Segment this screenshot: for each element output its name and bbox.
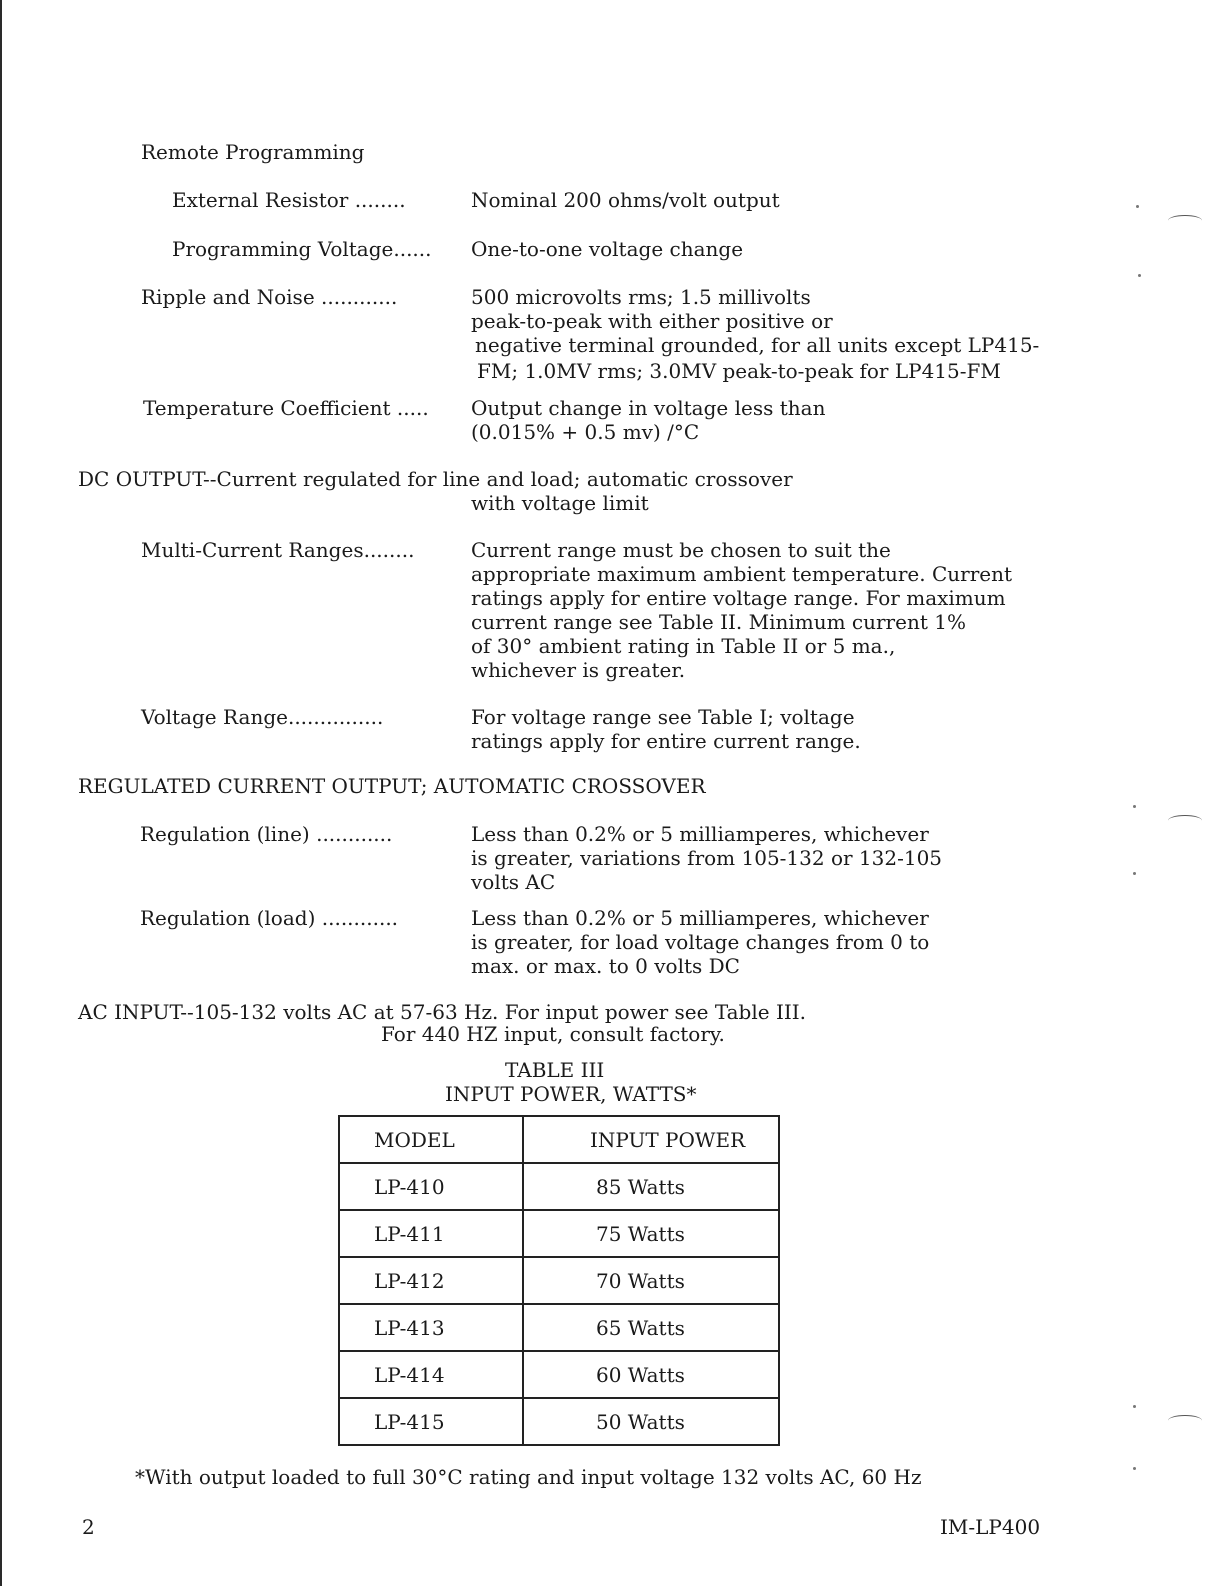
power-cell: 65 Watts: [523, 1304, 779, 1351]
ripple-noise-line-2: peak-to-peak with either positive or: [471, 309, 833, 333]
multi-current-line-2: appropriate maximum ambient temperature. Current: [471, 562, 1013, 586]
regulation-load-line-2: is greater, for load voltage changes from 0 to: [471, 930, 930, 954]
leader-dots: ............: [316, 822, 393, 846]
external-resistor-text: External Resistor: [172, 188, 355, 212]
multi-current-line-1: Current range must be chosen to suit the: [471, 538, 891, 562]
table-title: TABLE III: [505, 1058, 605, 1082]
model-cell: LP-414: [339, 1351, 523, 1398]
ripple-noise-label: [141, 285, 397, 309]
temperature-coefficient-line-1: Output change in voltage less than: [471, 396, 826, 420]
model-cell: LP-412: [339, 1257, 523, 1304]
power-cell: 60 Watts: [523, 1351, 779, 1398]
header-model: MODEL: [339, 1116, 523, 1163]
document-id: IM-LP400: [940, 1515, 1041, 1539]
multi-current-line-4: current range see Table II. Minimum current 1%: [471, 610, 966, 634]
table-row: [339, 1351, 779, 1398]
temperature-coefficient-line-2: (0.015% + 0.5 mv) /°C: [471, 420, 700, 444]
scan-artifact: [1133, 1405, 1136, 1408]
regulated-current-heading: REGULATED CURRENT OUTPUT; AUTOMATIC CROSSOVER: [78, 774, 706, 798]
table-subtitle: INPUT POWER, WATTS*: [445, 1082, 697, 1106]
input-power-table: [338, 1115, 780, 1446]
temperature-coefficient-text: Temperature Coefficient: [143, 396, 397, 420]
power-cell: 50 Watts: [523, 1398, 779, 1445]
regulation-load-line-3: max. or max. to 0 volts DC: [471, 954, 740, 978]
programming-voltage-label: [172, 237, 432, 261]
dc-output-heading: DC OUTPUT--Current regulated for line and load; automatic crossover: [78, 467, 793, 491]
leader-dots: ........: [363, 538, 415, 562]
table-row: [339, 1210, 779, 1257]
model-cell: LP-411: [339, 1210, 523, 1257]
model-cell: LP-413: [339, 1304, 523, 1351]
model-cell: LP-410: [339, 1163, 523, 1210]
external-resistor-value: Nominal 200 ohms/volt output: [471, 188, 780, 212]
table-row: [339, 1398, 779, 1445]
multi-current-text: Multi-Current Ranges: [141, 538, 364, 562]
ripple-noise-line-4: FM; 1.0MV rms; 3.0MV peak-to-peak for LP415-FM: [477, 359, 1001, 383]
scan-artifact: [1133, 805, 1136, 808]
table-footnote: *With output loaded to full 30°C rating and input voltage 132 volts AC, 60 Hz: [135, 1465, 922, 1489]
multi-current-label: [141, 538, 414, 562]
leader-dots: .....: [396, 396, 429, 420]
ripple-noise-line-1: 500 microvolts rms; 1.5 millivolts: [471, 285, 811, 309]
leader-dots: ............: [321, 285, 398, 309]
regulation-line-line-3: volts AC: [471, 870, 556, 894]
multi-current-line-3: ratings apply for entire voltage range. For maximum: [471, 586, 1006, 610]
table-row: [339, 1257, 779, 1304]
header-input-power: INPUT POWER: [523, 1116, 779, 1163]
power-cell: 75 Watts: [523, 1210, 779, 1257]
leader-dots: ............: [321, 906, 399, 930]
dc-output-heading-line-2: with voltage limit: [471, 491, 649, 515]
regulation-load-label: [140, 906, 398, 930]
leader-dots: ......: [393, 237, 432, 261]
voltage-range-line-1: For voltage range see Table I; voltage: [471, 705, 855, 729]
scan-artifact: [1168, 815, 1202, 826]
page-edge: [0, 0, 2, 1586]
ripple-noise-text: Ripple and Noise: [141, 285, 322, 309]
regulation-load-line-1: Less than 0.2% or 5 milliamperes, whichever: [471, 906, 929, 930]
leader-dots: ...............: [287, 705, 384, 729]
scan-artifact: [1168, 1415, 1202, 1426]
voltage-range-label: [141, 705, 383, 729]
scan-artifact: [1133, 872, 1136, 875]
external-resistor-label: [172, 188, 406, 212]
regulation-line-line-2: is greater, variations from 105-132 or 132-105: [471, 846, 943, 870]
multi-current-line-5: of 30° ambient rating in Table II or 5 ma.,: [471, 634, 896, 658]
ac-input-line-2: For 440 HZ input, consult factory.: [381, 1022, 725, 1046]
table-row: [339, 1304, 779, 1351]
regulation-line-text: Regulation (line): [140, 822, 317, 846]
scan-artifact: [1133, 1467, 1136, 1470]
table-header-row: [339, 1116, 779, 1163]
power-cell: 70 Watts: [523, 1257, 779, 1304]
scan-artifact: [1136, 205, 1139, 208]
temperature-coefficient-label: [143, 396, 429, 420]
remote-programming-heading: Remote Programming: [141, 140, 365, 164]
regulation-line-line-1: Less than 0.2% or 5 milliamperes, whichever: [471, 822, 929, 846]
regulation-load-text: Regulation (load): [140, 906, 322, 930]
programming-voltage-value: One-to-one voltage change: [471, 237, 744, 261]
model-cell: LP-415: [339, 1398, 523, 1445]
programming-voltage-text: Programming Voltage: [172, 237, 394, 261]
scan-artifact: [1138, 274, 1141, 277]
voltage-range-text: Voltage Range: [141, 705, 288, 729]
scan-artifact: [1168, 215, 1202, 226]
ripple-noise-line-3: negative terminal grounded, for all units except LP415-: [475, 333, 1040, 357]
regulation-line-label: [140, 822, 392, 846]
multi-current-line-6: whichever is greater.: [471, 658, 686, 682]
page-number: 2: [82, 1515, 95, 1539]
leader-dots: ........: [354, 188, 406, 212]
voltage-range-line-2: ratings apply for entire current range.: [471, 729, 861, 753]
ac-input-line-1: AC INPUT--105-132 volts AC at 57-63 Hz. For input power see Table III.: [78, 1000, 806, 1024]
table-row: [339, 1163, 779, 1210]
power-cell: 85 Watts: [523, 1163, 779, 1210]
